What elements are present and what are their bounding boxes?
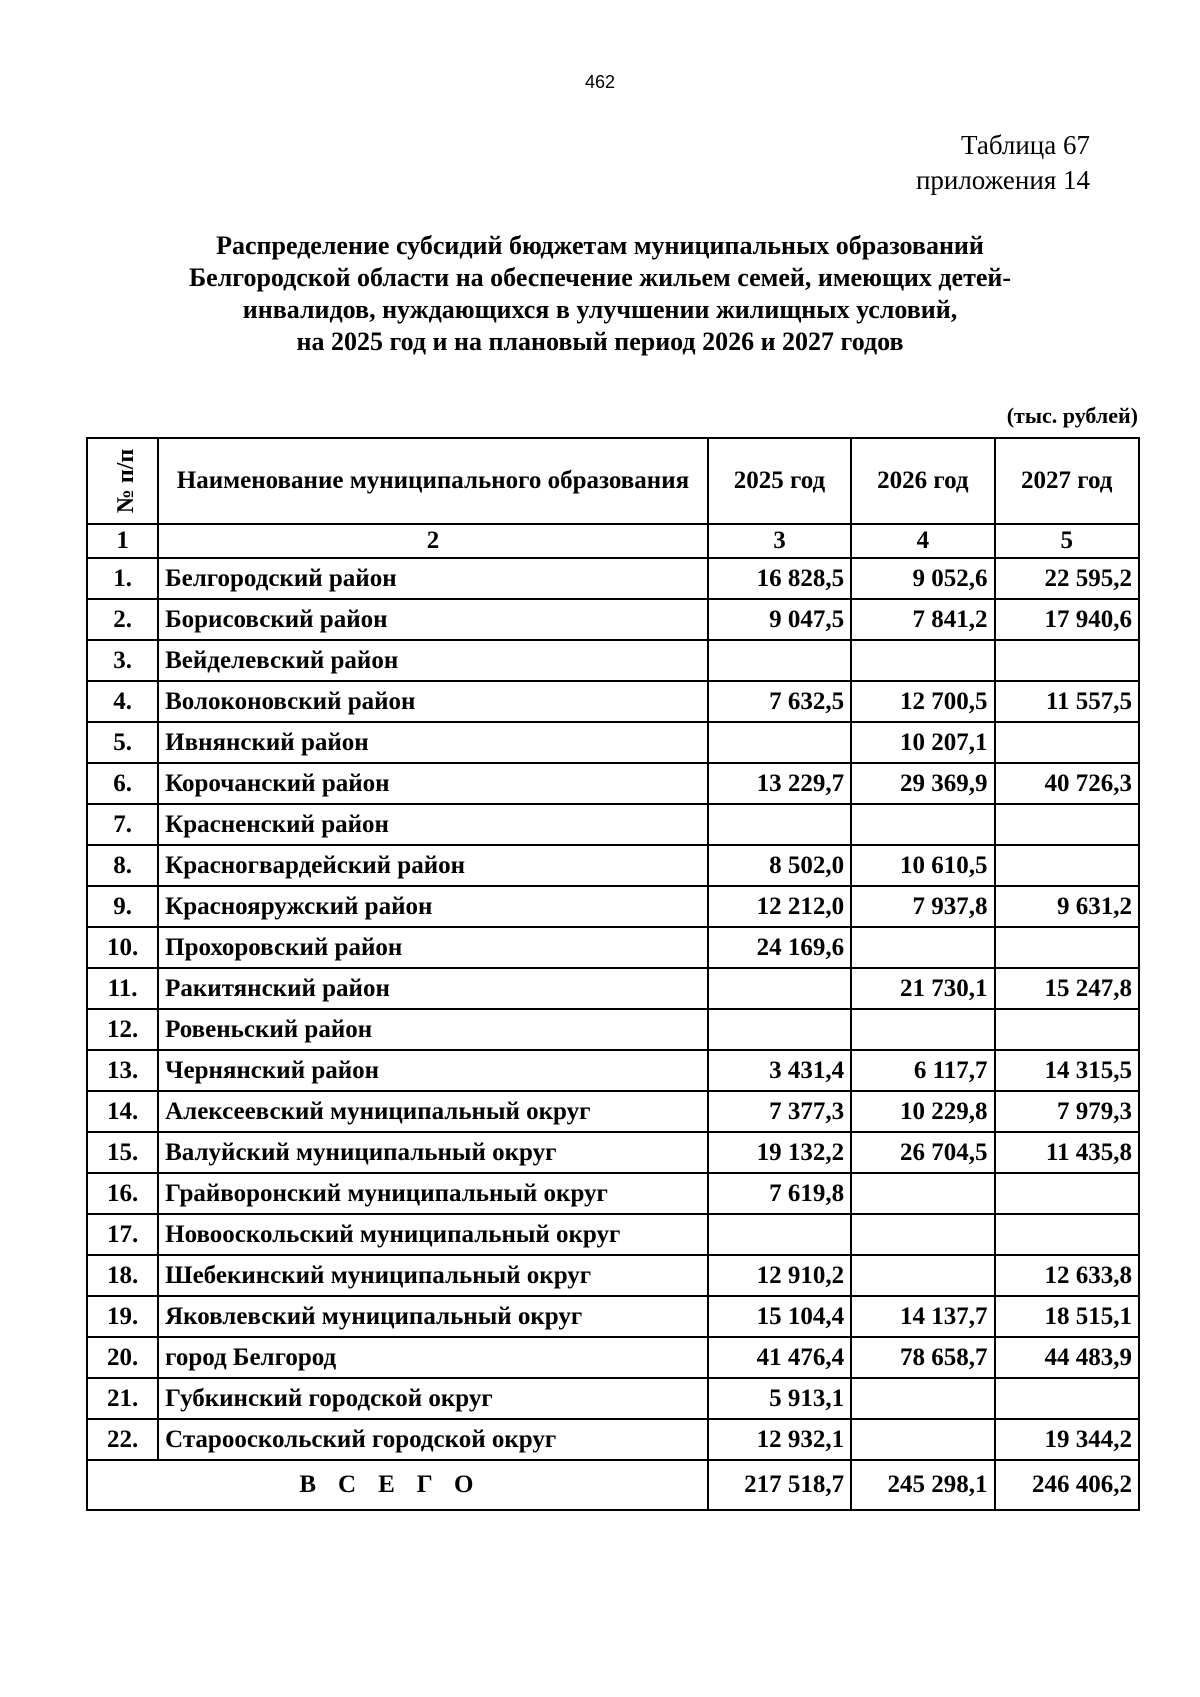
value-2026	[851, 927, 994, 968]
value-2027	[995, 845, 1139, 886]
value-2025	[708, 640, 851, 681]
value-2025: 15 104,4	[708, 1296, 851, 1337]
table-row	[87, 722, 1139, 763]
table-row	[87, 1132, 1139, 1173]
value-2027: 18 515,1	[995, 1296, 1139, 1337]
municipality-name: Алексеевский муниципальный округ	[158, 1091, 708, 1132]
table-row	[87, 1337, 1139, 1378]
value-2026: 10 229,8	[851, 1091, 994, 1132]
header-num	[87, 438, 158, 524]
header-2026: 2026 год	[851, 438, 994, 524]
value-2025	[708, 804, 851, 845]
value-2027	[995, 927, 1139, 968]
total-row	[87, 1460, 1139, 1510]
value-2027: 15 247,8	[995, 968, 1139, 1009]
value-2026	[851, 804, 994, 845]
value-2027	[995, 1173, 1139, 1214]
total-2025: 217 518,7	[708, 1460, 851, 1510]
value-2026: 12 700,5	[851, 681, 994, 722]
row-number: 1.	[87, 558, 158, 599]
title-line2: Белгородской области на обеспечение жильем семей, имеющих детей-	[188, 263, 1012, 292]
value-2025	[708, 1214, 851, 1255]
value-2026: 26 704,5	[851, 1132, 994, 1173]
municipality-name: Борисовский район	[158, 599, 708, 640]
value-2026	[851, 1419, 994, 1460]
table-ref-line1: Таблица 67	[961, 130, 1090, 160]
municipality-name: Шебекинский муниципальный округ	[158, 1255, 708, 1296]
row-number: 5.	[87, 722, 158, 763]
row-number: 16.	[87, 1173, 158, 1214]
row-number: 2.	[87, 599, 158, 640]
header-row	[87, 438, 1139, 524]
value-2027: 17 940,6	[995, 599, 1139, 640]
table-row	[87, 763, 1139, 804]
table-row	[87, 804, 1139, 845]
municipality-name: Новооскольский муниципальный округ	[158, 1214, 708, 1255]
table-row	[87, 1009, 1139, 1050]
table-row	[87, 640, 1139, 681]
value-2027: 19 344,2	[995, 1419, 1139, 1460]
municipality-name: Краснояружский район	[158, 886, 708, 927]
value-2026	[851, 1173, 994, 1214]
municipality-name: Грайворонский муниципальный округ	[158, 1173, 708, 1214]
municipality-name: Корочанский район	[158, 763, 708, 804]
value-2026: 21 730,1	[851, 968, 994, 1009]
table-row	[87, 1419, 1139, 1460]
header-name: Наименование муниципального образования	[158, 438, 708, 524]
row-number: 12.	[87, 1009, 158, 1050]
value-2025: 3 431,4	[708, 1050, 851, 1091]
value-2026: 7 937,8	[851, 886, 994, 927]
units-label: (тыс. рублей)	[1006, 403, 1138, 428]
header-2027: 2027 год	[995, 438, 1139, 524]
row-number: 6.	[87, 763, 158, 804]
value-2027: 7 979,3	[995, 1091, 1139, 1132]
municipality-name: город Белгород	[158, 1337, 708, 1378]
value-2027: 40 726,3	[995, 763, 1139, 804]
table-row	[87, 558, 1139, 599]
municipality-name: Красненский район	[158, 804, 708, 845]
column-index-cell: 3	[708, 524, 851, 558]
document-title	[0, 230, 1200, 358]
page-number: 462	[584, 72, 616, 92]
value-2026: 14 137,7	[851, 1296, 994, 1337]
header-num-label: № п/п	[113, 448, 140, 514]
municipality-name: Белгородский район	[158, 558, 708, 599]
value-2027: 11 557,5	[995, 681, 1139, 722]
row-number: 14.	[87, 1091, 158, 1132]
row-number: 13.	[87, 1050, 158, 1091]
column-index-cell: 5	[995, 524, 1139, 558]
table-row	[87, 886, 1139, 927]
value-2025	[708, 1009, 851, 1050]
value-2025: 7 619,8	[708, 1173, 851, 1214]
row-number: 9.	[87, 886, 158, 927]
table-row	[87, 1296, 1139, 1337]
total-label: ВСЕГО	[87, 1460, 708, 1510]
value-2025: 12 910,2	[708, 1255, 851, 1296]
value-2026: 9 052,6	[851, 558, 994, 599]
row-number: 17.	[87, 1214, 158, 1255]
value-2027: 44 483,9	[995, 1337, 1139, 1378]
row-number: 7.	[87, 804, 158, 845]
value-2026: 6 117,7	[851, 1050, 994, 1091]
column-index-row	[87, 524, 1139, 558]
value-2025: 7 377,3	[708, 1091, 851, 1132]
value-2025: 41 476,4	[708, 1337, 851, 1378]
value-2025: 9 047,5	[708, 599, 851, 640]
table-row	[87, 599, 1139, 640]
column-index-cell: 1	[87, 524, 158, 558]
value-2025: 13 229,7	[708, 763, 851, 804]
row-number: 19.	[87, 1296, 158, 1337]
value-2026: 10 207,1	[851, 722, 994, 763]
value-2025: 24 169,6	[708, 927, 851, 968]
municipality-name: Старооскольский городской округ	[158, 1419, 708, 1460]
total-2026: 245 298,1	[851, 1460, 994, 1510]
value-2027: 12 633,8	[995, 1255, 1139, 1296]
table-row	[87, 681, 1139, 722]
row-number: 4.	[87, 681, 158, 722]
municipality-name: Губкинский городской округ	[158, 1378, 708, 1419]
value-2027	[995, 640, 1139, 681]
row-number: 8.	[87, 845, 158, 886]
value-2025: 12 212,0	[708, 886, 851, 927]
row-number: 3.	[87, 640, 158, 681]
table-ref-line2: приложения 14	[915, 165, 1090, 195]
municipality-name: Валуйский муниципальный округ	[158, 1132, 708, 1173]
row-number: 18.	[87, 1255, 158, 1296]
value-2026	[851, 1255, 994, 1296]
value-2025: 12 932,1	[708, 1419, 851, 1460]
row-number: 10.	[87, 927, 158, 968]
column-index-cell: 2	[158, 524, 708, 558]
municipality-name: Ракитянский район	[158, 968, 708, 1009]
table-row	[87, 845, 1139, 886]
title-line4: на 2025 год и на плановый период 2026 и 2027 годов	[296, 327, 904, 356]
row-number: 22.	[87, 1419, 158, 1460]
table-row	[87, 1050, 1139, 1091]
value-2026	[851, 1378, 994, 1419]
value-2025: 19 132,2	[708, 1132, 851, 1173]
total-2027: 246 406,2	[995, 1460, 1139, 1510]
value-2025	[708, 968, 851, 1009]
table-reference	[916, 128, 1090, 198]
value-2027: 14 315,5	[995, 1050, 1139, 1091]
value-2027	[995, 804, 1139, 845]
value-2025: 5 913,1	[708, 1378, 851, 1419]
municipality-name: Чернянский район	[158, 1050, 708, 1091]
table-row	[87, 1214, 1139, 1255]
value-2027: 22 595,2	[995, 558, 1139, 599]
subsidy-table	[86, 437, 1140, 1511]
municipality-name: Ивнянский район	[158, 722, 708, 763]
municipality-name: Прохоровский район	[158, 927, 708, 968]
value-2026	[851, 1009, 994, 1050]
value-2026: 7 841,2	[851, 599, 994, 640]
table-row	[87, 927, 1139, 968]
column-index-cell: 4	[851, 524, 994, 558]
table-row	[87, 1173, 1139, 1214]
value-2027: 9 631,2	[995, 886, 1139, 927]
header-2025: 2025 год	[708, 438, 851, 524]
municipality-name: Вейделевский район	[158, 640, 708, 681]
municipality-name: Красногвардейский район	[158, 845, 708, 886]
table-row	[87, 1091, 1139, 1132]
value-2025	[708, 722, 851, 763]
table-row	[87, 1378, 1139, 1419]
value-2026: 78 658,7	[851, 1337, 994, 1378]
municipality-name: Яковлевский муниципальный округ	[158, 1296, 708, 1337]
title-line1: Распределение субсидий бюджетам муниципальных образований	[216, 231, 984, 260]
value-2027	[995, 1214, 1139, 1255]
table-row	[87, 1255, 1139, 1296]
value-2025: 8 502,0	[708, 845, 851, 886]
value-2026	[851, 640, 994, 681]
value-2027	[995, 1378, 1139, 1419]
value-2026: 10 610,5	[851, 845, 994, 886]
row-number: 11.	[87, 968, 158, 1009]
value-2027	[995, 1009, 1139, 1050]
table-row	[87, 968, 1139, 1009]
row-number: 21.	[87, 1378, 158, 1419]
value-2027: 11 435,8	[995, 1132, 1139, 1173]
value-2026: 29 369,9	[851, 763, 994, 804]
municipality-name: Волоконовский район	[158, 681, 708, 722]
value-2025: 16 828,5	[708, 558, 851, 599]
row-number: 15.	[87, 1132, 158, 1173]
value-2025: 7 632,5	[708, 681, 851, 722]
municipality-name: Ровеньский район	[158, 1009, 708, 1050]
title-line3: инвалидов, нуждающихся в улучшении жилищных условий,	[242, 295, 958, 324]
row-number: 20.	[87, 1337, 158, 1378]
value-2026	[851, 1214, 994, 1255]
value-2027	[995, 722, 1139, 763]
